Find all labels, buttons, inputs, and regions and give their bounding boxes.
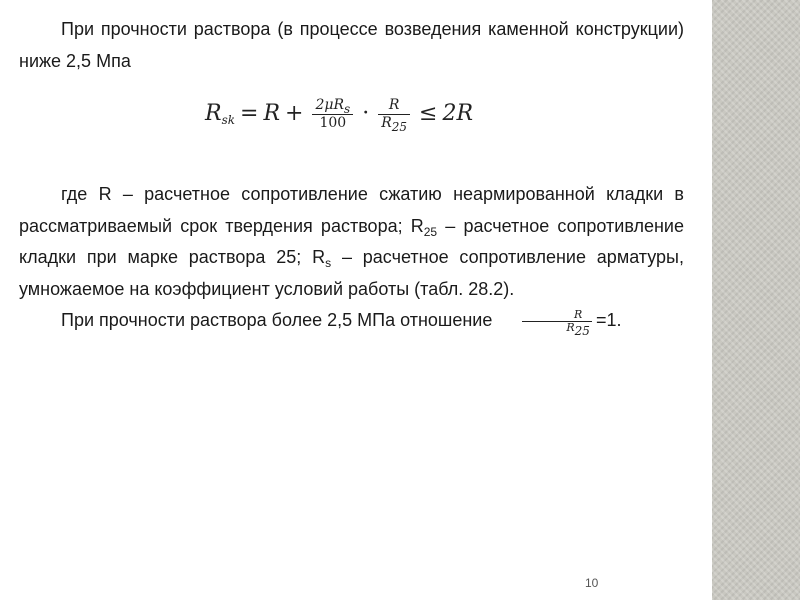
formula-plus: + xyxy=(285,101,304,127)
fraction-2-denominator: $R_{25}$ xyxy=(381,114,408,134)
explanation-sub-25: 25 xyxy=(423,224,438,239)
formula-r: R xyxy=(263,101,281,127)
explanation-sub-s: s xyxy=(325,256,332,270)
formula-rhs: 2R xyxy=(442,101,474,127)
conclusion-paragraph xyxy=(19,305,684,337)
formula-equals: = xyxy=(240,101,259,127)
formula-fraction-1 xyxy=(312,97,353,132)
formula-lhs: $R_{sk}$ xyxy=(205,101,236,128)
intro-paragraph xyxy=(19,14,684,77)
formula-row xyxy=(19,77,684,179)
formula-leq: ≤ xyxy=(419,101,438,127)
intro-text: При прочности раствора (в процессе возведения каменной конструкции) ниже 2,5 Мпа xyxy=(19,19,684,71)
formula xyxy=(205,91,473,137)
explanation-part-2: – расчетное сопротивление кладки при марке раствора 25; R xyxy=(19,215,684,267)
page-number: 10 xyxy=(585,576,599,590)
formula-fraction-2 xyxy=(378,97,410,132)
fraction-2-numerator: R xyxy=(388,96,400,113)
conclusion-fraction-denominator: $R_{25}$ xyxy=(566,320,590,338)
decorative-side-band xyxy=(712,0,800,600)
conclusion-fraction xyxy=(522,307,592,338)
explanation-part-3: – расчетное сопротивление арматуры, умножаемое на коэффициент условий работы (табл. 28.2). xyxy=(19,247,684,299)
slide-body xyxy=(19,14,684,337)
fraction-1-denominator: 100 xyxy=(319,114,347,131)
conclusion-fraction-numerator: R xyxy=(574,307,583,321)
fraction-1-numerator: $2\mu R_s$ xyxy=(315,96,351,116)
conclusion-text: При прочности раствора более 2,5 МПа отношение xyxy=(61,310,493,330)
explanation-part-1: где R – расчетное сопротивление сжатию неармированной кладки в рассматриваемый срок твердения раствора; R xyxy=(19,184,684,236)
formula-dot: · xyxy=(362,101,370,127)
explanation-paragraph xyxy=(19,179,684,305)
conclusion-suffix: =1. xyxy=(595,310,622,330)
